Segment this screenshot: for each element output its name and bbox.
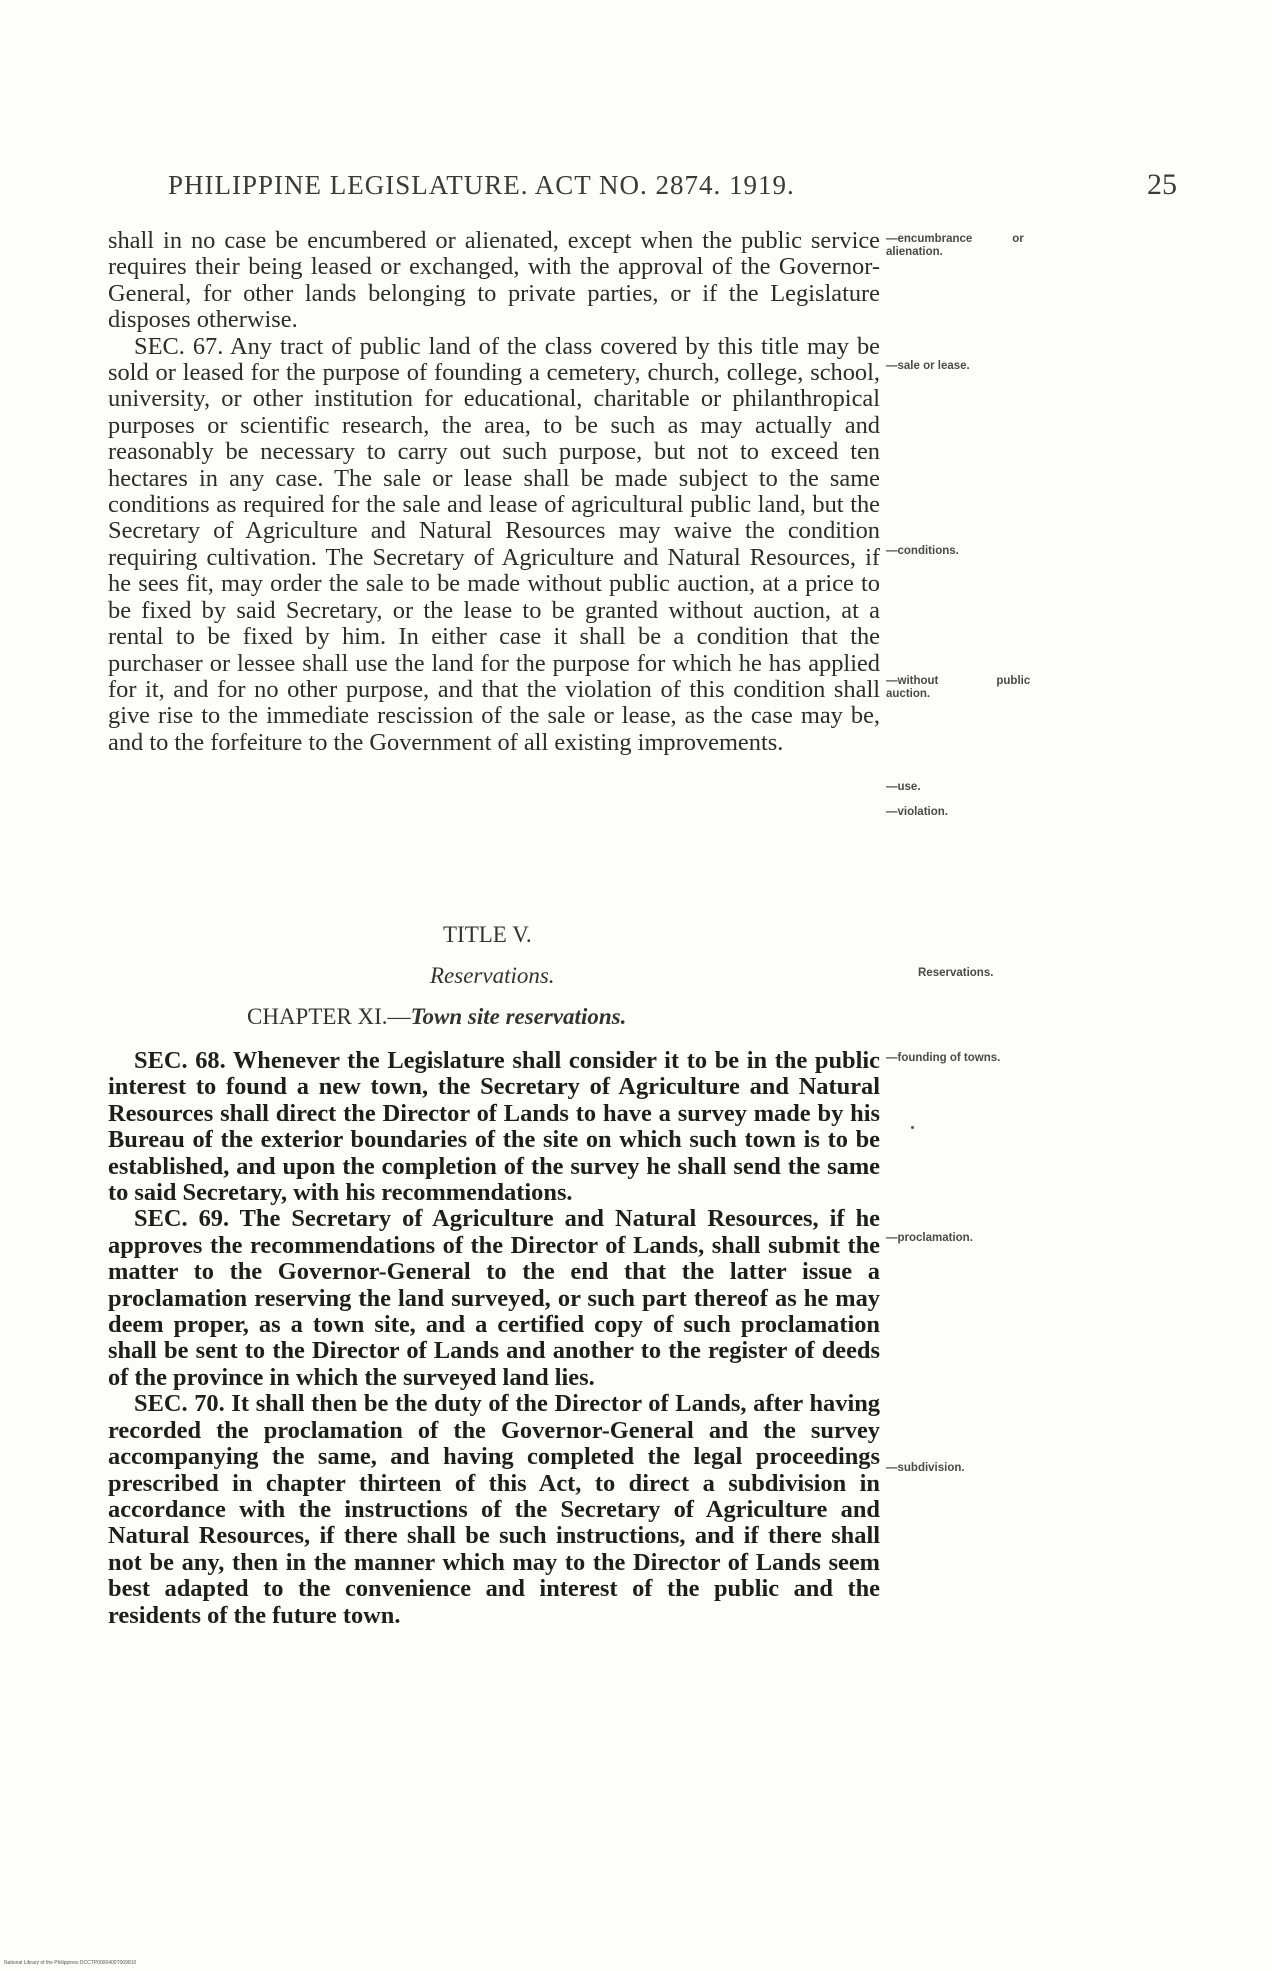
- sidenote-text: —without: [886, 675, 939, 687]
- scan-footer-mark: National Library of the Philippines DCCTP0000400T009810: [4, 1960, 137, 1966]
- section-text: Whenever the Legislature shall consider it to be in the public interest to found a new town, the Secretary of Agriculture and Natural Resources shall direct the Director of Lands to have a survey made by his Bureau of the exterior boundaries of the site on which such town is to be established, and upon the completion of the survey he shall send the same to said Secretary, with his recommendations.: [108, 1047, 880, 1207]
- chapter-title: Town site reservations.: [410, 1004, 627, 1029]
- section-label: SEC. 70.: [134, 1390, 225, 1418]
- section-label: SEC. 67.: [134, 332, 224, 360]
- sidenote-proclamation: —proclamation.: [886, 1232, 973, 1244]
- paragraph-continuation: shall in no case be encumbered or alienated, except when the public service requires their being leased or exchanged, with the approval of the Governor-General, for other lands belonging to private parties, or if the Legislature disposes otherwise.: [108, 227, 880, 334]
- sidenote-use: —use.: [886, 781, 921, 793]
- paragraph-sec-67: [108, 334, 880, 757]
- sidenote-violation: —violation.: [886, 806, 948, 818]
- text-block-lower: [108, 1048, 880, 1629]
- paragraph-sec-69: [108, 1206, 880, 1391]
- page-number: 25: [1147, 168, 1177, 201]
- subtitle-heading: Reservations.: [430, 963, 555, 988]
- chapter-heading: [247, 1004, 626, 1030]
- sidenote-subdivision: —subdivision.: [886, 1462, 965, 1474]
- stray-mark: [911, 1126, 914, 1129]
- section-label: SEC. 68.: [134, 1047, 226, 1074]
- section-text: It shall then be the duty of the Director of Lands, after having recorded the proclamation of the Governor-General and the survey accompanying the same, and having completed the legal proceedings prescribed in chapter thirteen of this Act, to direct a subdivision in accordance with the instructions of the Secretary of Agriculture and Natural Resources, if there shall be such instructions, and if there shall not be any, then in the manner which may to the Director of Lands seem best adapted to the convenience and interest of the public and the residents of the future town.: [108, 1390, 880, 1629]
- sidenote-without-public-auction: [886, 675, 1086, 701]
- paragraph-sec-68: [108, 1048, 880, 1206]
- text-block-upper: [108, 228, 880, 756]
- sidenote-text: —encumbrance: [886, 233, 973, 245]
- section-text: Any tract of public land of the class covered by this title may be sold or leased for the purpose of founding a cemetery, church, college, school, university, or other institution for educational, charitable or philanthropical purposes or scientific research, the area, to be such as may actually and reasonably be necessary to carry out such purpose, but not to exceed ten hectares in any case. The sale or lease shall be made subject to the same conditions as required for the sale and lease of agricultural public land, but the Secretary of Agriculture and Natural Resources may waive the condition requiring cultivation. The Secretary of Agriculture and Natural Resources, if he sees fit, may order the sale to be made without public auction, at a price to be fixed by said Secretary, or the lease to be granted without auction, at a rental to be fixed by him. In either case it shall be a condition that the purchaser or lessee shall use the land for the purpose for which he has applied for it, and for no other purpose, and that the violation of this condition shall give rise to the immediate rescission of the sale or lease, as the case may be, and to the forfeiture to the Government of all existing improvements.: [108, 332, 880, 756]
- sidenote-sale-or-lease: —sale or lease.: [886, 360, 970, 372]
- sidenote-text: public: [996, 675, 1031, 687]
- sidenote-conditions: —conditions.: [886, 545, 959, 557]
- sidenote-encumbrance: [886, 233, 1086, 259]
- sidenote-text: alienation.: [886, 246, 943, 258]
- paragraph-sec-70: [108, 1391, 880, 1629]
- section-text: The Secretary of Agriculture and Natural Resources, if he approves the recommendations of the Director of Lands, shall submit the matter to the Governor-General to the end that the latter issue a proclamation reserving the land surveyed, or such part thereof as he may deem proper, as a town site, and a certified copy of such proclamation shall be sent to the Director of Lands and another to the register of deeds of the province in which the surveyed land lies.: [108, 1205, 880, 1391]
- sidenote-reservations: Reservations.: [918, 967, 994, 979]
- chapter-prefix: CHAPTER XI.—: [247, 1004, 411, 1029]
- sidenote-text: or: [1012, 233, 1024, 245]
- section-label: SEC. 69.: [134, 1205, 230, 1233]
- sidenote-text: auction.: [886, 688, 931, 700]
- running-head: PHILIPPINE LEGISLATURE. ACT NO. 2874. 1919.: [168, 170, 795, 200]
- title-heading: TITLE V.: [443, 922, 532, 947]
- sidenote-founding-of-towns: —founding of towns.: [886, 1052, 1001, 1064]
